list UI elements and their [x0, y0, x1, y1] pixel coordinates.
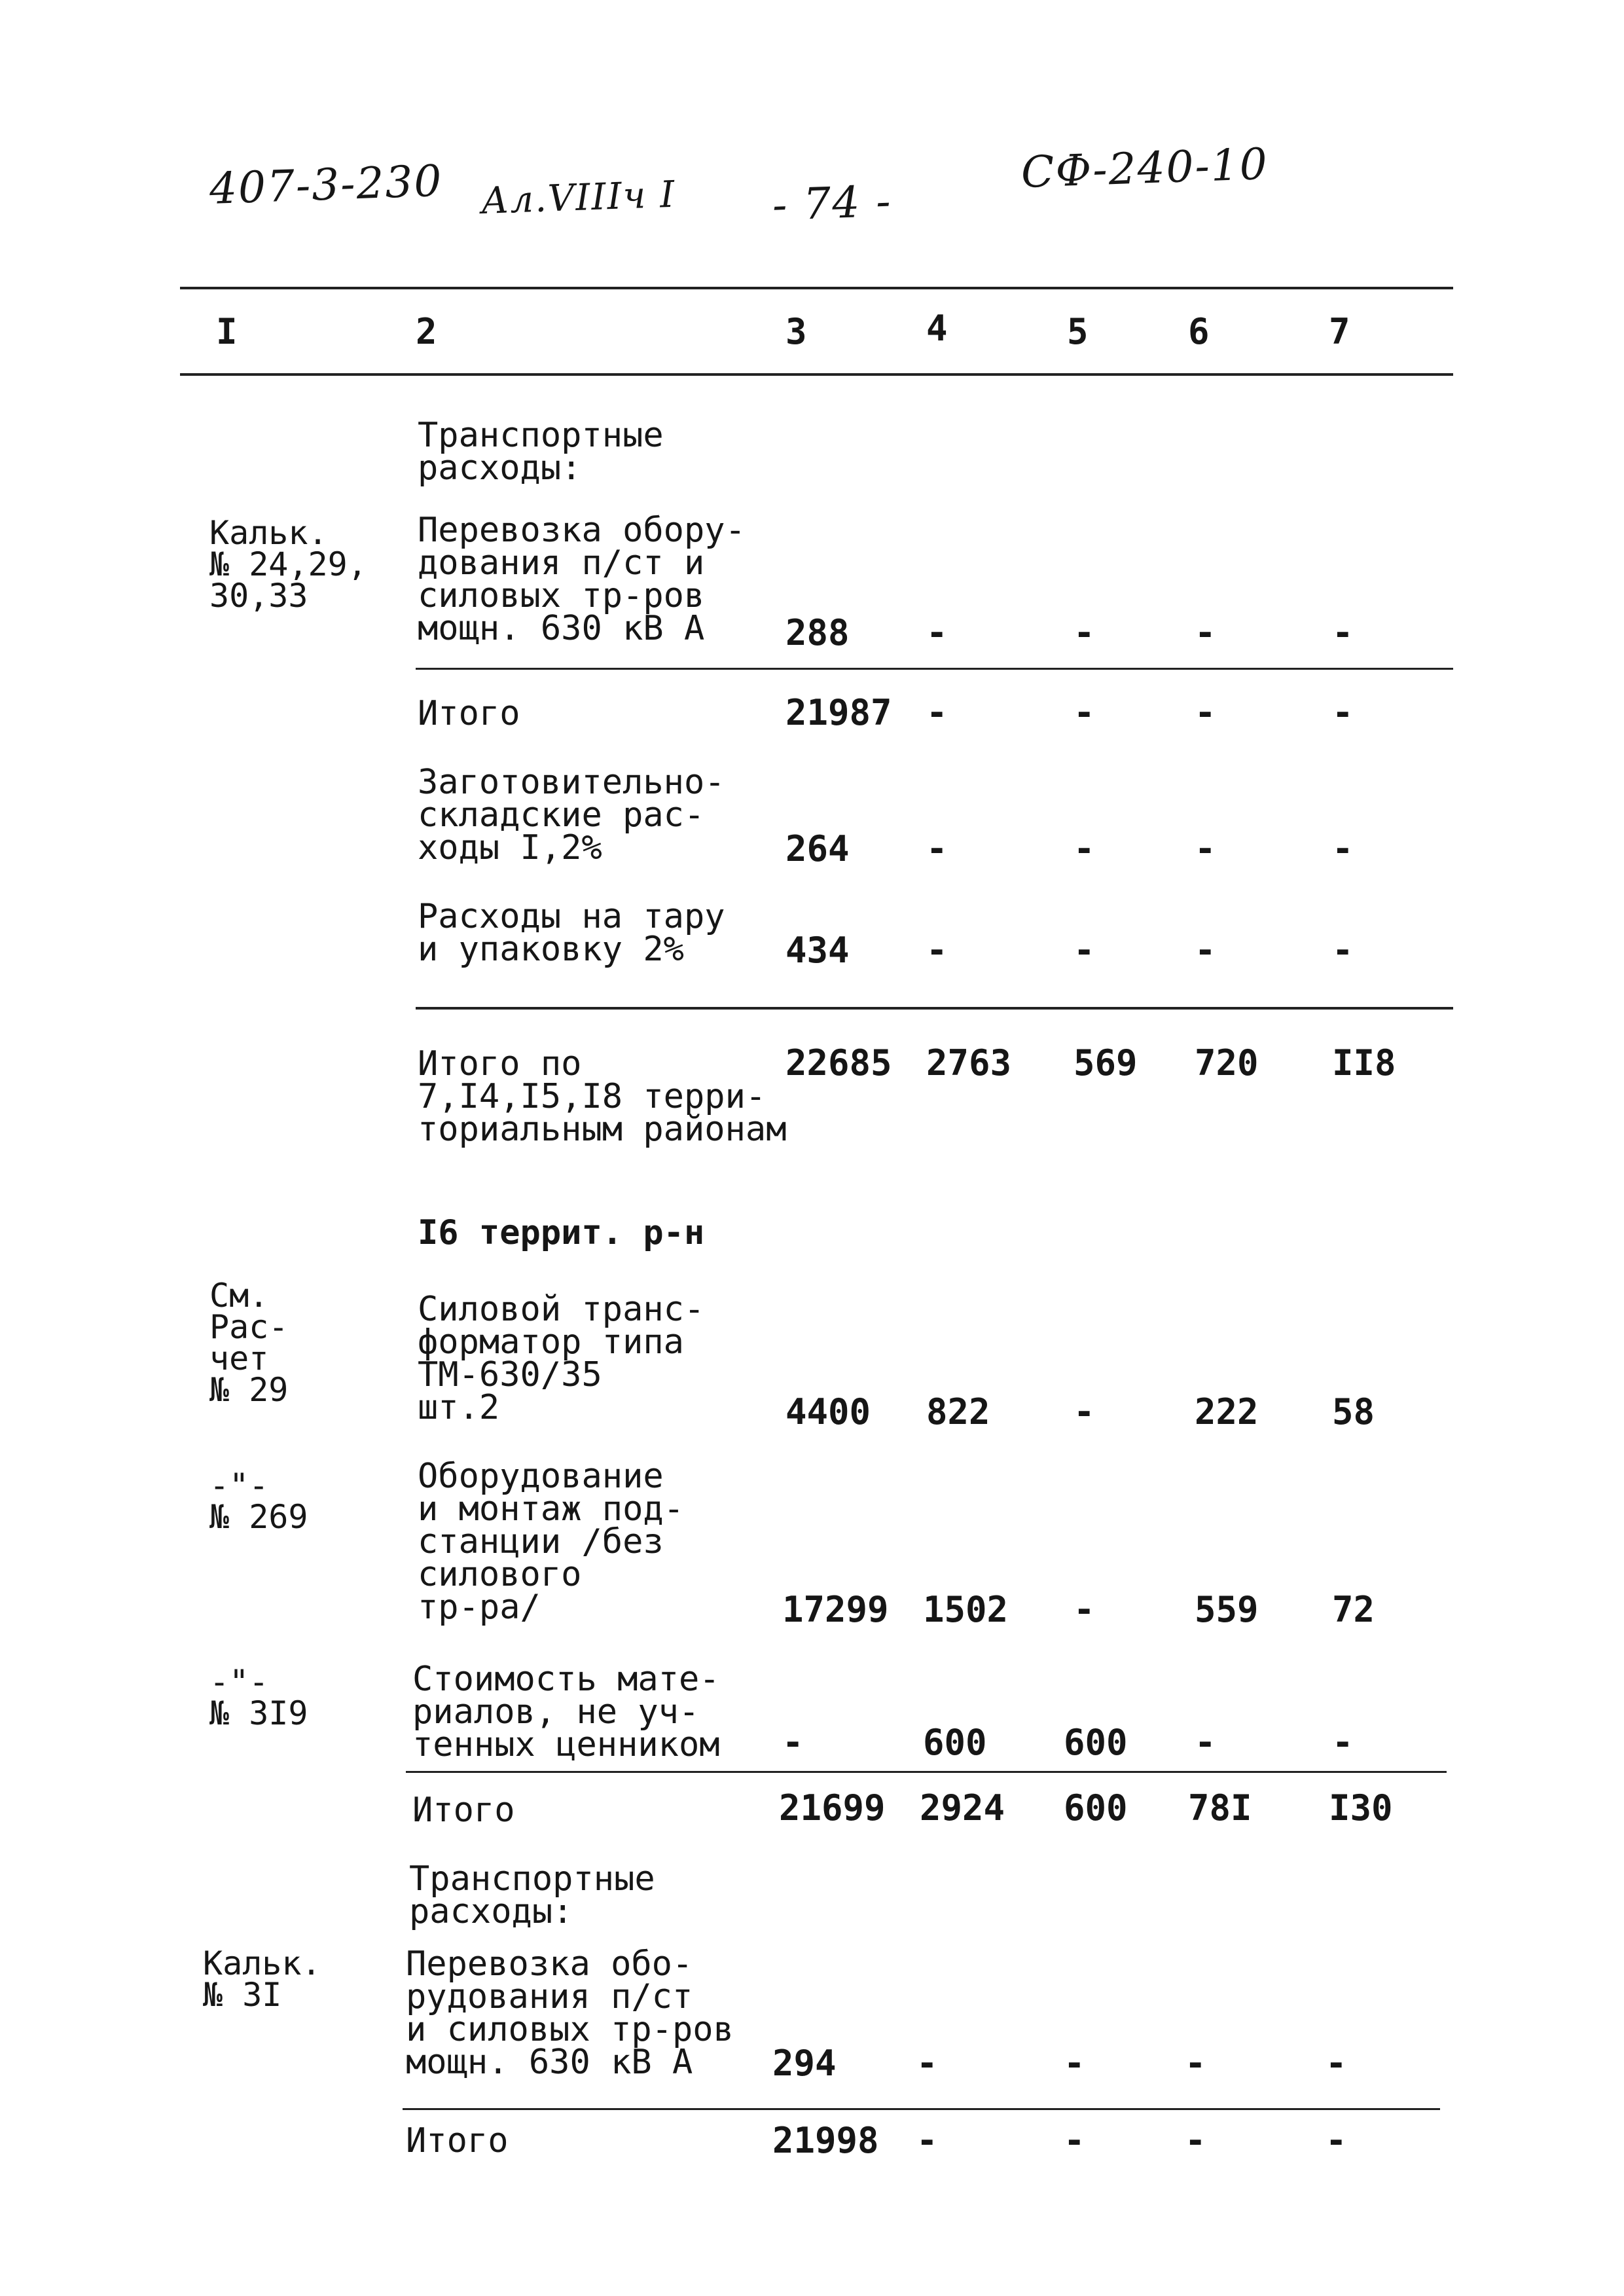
- cell-col3: 264: [785, 828, 850, 869]
- row-description: Итого по 7,I4,I5,I8 терри- ториальным районам: [418, 1044, 787, 1149]
- row-reference: -"- № 3I9: [209, 1663, 308, 1732]
- cell-col3: 288: [785, 612, 850, 653]
- cell-col5: -: [1074, 930, 1095, 971]
- column-header-5: 5: [1067, 311, 1089, 352]
- cell-col6: 78I: [1188, 1787, 1252, 1829]
- cell-col7: 72: [1332, 1589, 1375, 1630]
- cell-col6: -: [1185, 2120, 1206, 2161]
- cell-col6: 222: [1195, 1391, 1259, 1432]
- row-description: Силовой транс- форматор типа ТМ-630/35 шт.2: [418, 1290, 705, 1427]
- cell-col3: 21998: [772, 2120, 879, 2161]
- cell-col6: -: [1195, 612, 1216, 653]
- subtotal-rule: [416, 668, 1453, 670]
- cell-col7: -: [1332, 692, 1354, 733]
- column-header-4: 4: [926, 308, 948, 349]
- cell-col6: -: [1195, 930, 1216, 971]
- column-header-7: 7: [1329, 311, 1350, 352]
- cell-col6: -: [1185, 2043, 1206, 2084]
- cell-col7: -: [1332, 930, 1354, 971]
- cell-col5: -: [1064, 2120, 1085, 2161]
- document-number: 407-3-230: [208, 155, 444, 214]
- row-description: Оборудование и монтаж под- станции /без силового тр-ра/: [418, 1457, 684, 1627]
- table-top-rule: [180, 287, 1453, 289]
- cell-col4: 2763: [926, 1042, 1012, 1084]
- sheet-code: СФ-240-10: [1020, 138, 1269, 198]
- cell-col4: -: [926, 612, 948, 653]
- cell-col4: -: [926, 930, 948, 971]
- cell-col3: 21987: [785, 692, 892, 733]
- cell-col3: 17299: [782, 1589, 889, 1630]
- cell-col4: 1502: [923, 1589, 1009, 1630]
- row-description: Перевозка обору- дования п/ст и силовых тр-ров мощн. 630 кВ А: [418, 511, 746, 648]
- row-description: Расходы на тару и упаковку 2%: [418, 897, 725, 969]
- table-header-rule: [180, 373, 1453, 376]
- cell-col5: 600: [1064, 1722, 1128, 1763]
- cell-col3: 434: [785, 930, 850, 971]
- row-reference: -"- № 269: [209, 1467, 308, 1536]
- cell-col3: 294: [772, 2043, 837, 2084]
- cell-col3: 4400: [785, 1391, 871, 1432]
- cell-col7: I30: [1329, 1787, 1393, 1829]
- cell-col4: -: [926, 828, 948, 869]
- album-number: Ал.VIIIч I: [480, 173, 677, 223]
- row-description: Заготовительно- складские рас- ходы I,2%: [418, 763, 725, 867]
- cell-col3: -: [782, 1722, 804, 1763]
- cell-col5: 600: [1064, 1787, 1128, 1829]
- row-reference: Кальк. № 3I: [203, 1944, 321, 2014]
- page-number: - 74 -: [771, 175, 893, 230]
- cell-col3: 21699: [779, 1787, 886, 1829]
- cell-col6: 559: [1195, 1589, 1259, 1630]
- cell-col5: -: [1074, 828, 1095, 869]
- cell-col5: -: [1074, 1391, 1095, 1432]
- cell-col6: 720: [1195, 1042, 1259, 1084]
- cell-col4: -: [926, 692, 948, 733]
- cell-col5: -: [1074, 1589, 1095, 1630]
- row-description: Транспортные расходы:: [409, 1859, 655, 1931]
- section-total-rule: [416, 1007, 1453, 1010]
- cell-col5: -: [1074, 692, 1095, 733]
- cell-col4: -: [916, 2120, 938, 2161]
- subtotal-rule: [406, 1771, 1447, 1773]
- column-header-2: 2: [416, 311, 437, 352]
- cell-col7: -: [1326, 2043, 1347, 2084]
- row-reference: Кальк. № 24,29, 30,33: [209, 514, 367, 615]
- cell-col5: -: [1074, 612, 1095, 653]
- column-header-6: 6: [1188, 311, 1210, 352]
- cell-col5: -: [1064, 2043, 1085, 2084]
- row-reference: См. Рас- чет № 29: [209, 1277, 289, 1409]
- row-description: Перевозка обо- рудования п/ст и силовых тр-ров мощн. 630 кВ А: [406, 1944, 734, 2082]
- column-header-1: I: [216, 311, 238, 352]
- cell-col4: 600: [923, 1722, 987, 1763]
- cell-col6: -: [1195, 692, 1216, 733]
- cell-col4: -: [916, 2043, 938, 2084]
- cell-col7: II8: [1332, 1042, 1396, 1084]
- cell-col7: 58: [1332, 1391, 1375, 1432]
- cell-col4: 822: [926, 1391, 990, 1432]
- cell-col3: 22685: [785, 1042, 892, 1084]
- row-description: Транспортные расходы:: [418, 416, 664, 488]
- cell-col7: -: [1332, 1722, 1354, 1763]
- section-heading: I6 террит. р-н: [418, 1213, 705, 1252]
- row-description: Итого: [412, 1791, 515, 1830]
- cell-col6: -: [1195, 828, 1216, 869]
- cell-col7: -: [1326, 2120, 1347, 2161]
- cell-col7: -: [1332, 612, 1354, 653]
- cell-col6: -: [1195, 1722, 1216, 1763]
- subtotal-rule: [403, 2108, 1440, 2110]
- column-header-3: 3: [785, 311, 807, 352]
- row-description: Стоимость мате- риалов, не уч- тенных ценником: [412, 1660, 720, 1764]
- cell-col5: 569: [1074, 1042, 1138, 1084]
- cell-col7: -: [1332, 828, 1354, 869]
- row-description: Итого: [406, 2121, 509, 2160]
- cell-col4: 2924: [920, 1787, 1005, 1829]
- row-description: Итого: [418, 694, 520, 733]
